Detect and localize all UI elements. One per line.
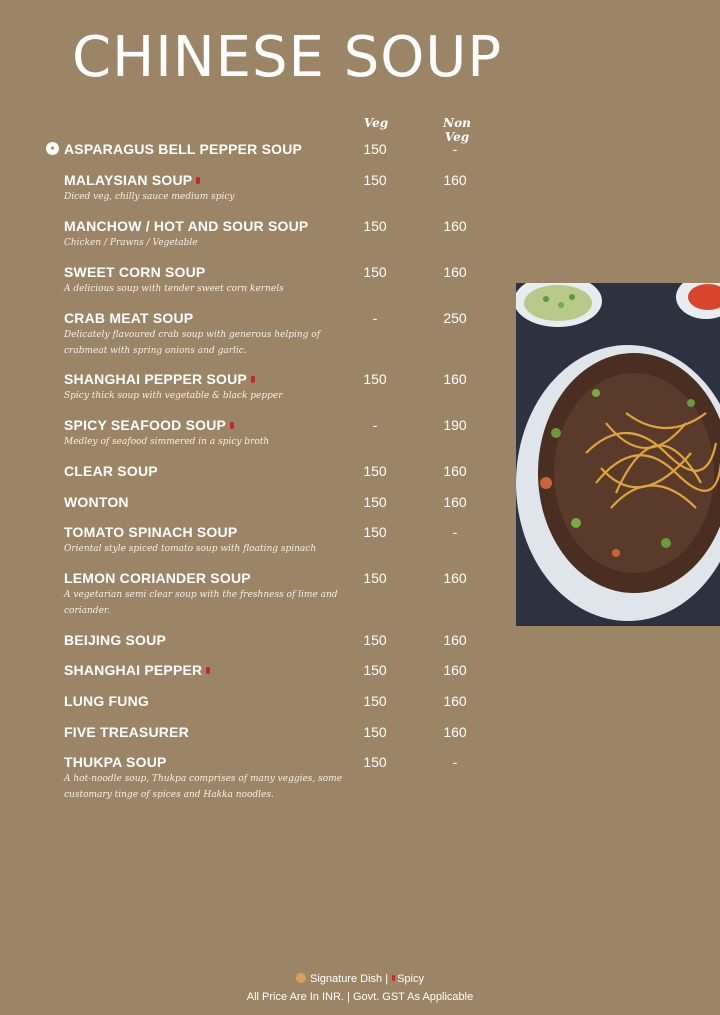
menu-item bbox=[64, 263, 504, 297]
menu-item-description: A delicious soup with tender sweet corn kernels bbox=[64, 284, 284, 294]
menu-item bbox=[64, 309, 504, 359]
signature-dish-icon bbox=[296, 973, 306, 983]
soup-photo bbox=[516, 283, 720, 626]
menu-item-price-non-veg: 160 bbox=[443, 172, 467, 188]
menu-item-name-text: SWEET CORN SOUP bbox=[64, 264, 206, 280]
menu-item-name-text: SHANGHAI PEPPER bbox=[64, 662, 203, 678]
menu-item-price-veg: 150 bbox=[363, 662, 387, 678]
menu-item-name-text: FIVE TREASURER bbox=[64, 724, 189, 740]
menu-item-price-non-veg: 160 bbox=[443, 463, 467, 479]
menu-item-price-non-veg: 160 bbox=[443, 218, 467, 234]
menu-item-name-text: LUNG FUNG bbox=[64, 693, 150, 709]
menu-item-name-text: THUKPA SOUP bbox=[64, 754, 167, 770]
legend-signature-label: Signature Dish bbox=[310, 973, 383, 985]
menu-item-description: Delicately flavoured crab soup with generous helping of crabmeat with spring onions and garlic. bbox=[64, 330, 321, 356]
menu-item-name-text: CLEAR SOUP bbox=[64, 463, 158, 479]
chili-icon bbox=[251, 376, 255, 383]
menu-item-name-text: CRAB MEAT SOUP bbox=[64, 310, 194, 326]
menu-item-price-non-veg: - bbox=[452, 754, 458, 770]
menu-item-price-non-veg: 160 bbox=[443, 264, 467, 280]
menu-item bbox=[64, 171, 504, 205]
menu-item-name-text: MALAYSIAN SOUP bbox=[64, 172, 193, 188]
menu-item bbox=[64, 723, 504, 741]
menu-item-name-text: MANCHOW / HOT AND SOUR SOUP bbox=[64, 218, 309, 234]
legend bbox=[0, 973, 720, 985]
chili-icon bbox=[206, 667, 210, 674]
menu-item-price-veg: 150 bbox=[363, 494, 387, 510]
column-header-non-veg: Non Veg bbox=[443, 116, 471, 144]
menu-item bbox=[64, 370, 504, 404]
menu-item-price-non-veg: 160 bbox=[443, 632, 467, 648]
menu-item-price-veg: 150 bbox=[363, 632, 387, 648]
menu-item bbox=[64, 753, 504, 803]
price-note: All Price Are In INR. | Govt. GST As Applicable bbox=[246, 991, 474, 1003]
menu-item bbox=[64, 523, 504, 557]
menu-item-name-text: SPICY SEAFOOD SOUP bbox=[64, 417, 227, 433]
menu-item-price-veg: 150 bbox=[363, 218, 387, 234]
menu-item-price-non-veg: 160 bbox=[443, 724, 467, 740]
chili-icon bbox=[392, 975, 395, 981]
menu-item-name-text: TOMATO SPINACH SOUP bbox=[64, 524, 238, 540]
legend-spicy-label: Spicy bbox=[397, 973, 424, 985]
signature-dish-icon: ✦ bbox=[46, 142, 59, 155]
menu-item bbox=[64, 631, 504, 649]
menu-item-name-text: BEIJING SOUP bbox=[64, 632, 166, 648]
menu-item-price-veg: 150 bbox=[363, 724, 387, 740]
page-title: CHINESE SOUP bbox=[72, 25, 503, 90]
menu-item-price-veg: 150 bbox=[363, 693, 387, 709]
menu-item-price-non-veg: 250 bbox=[443, 310, 467, 326]
menu-item-price-veg: 150 bbox=[363, 172, 387, 188]
menu-item-price-non-veg: 160 bbox=[443, 662, 467, 678]
menu-item-description: A hot-noodle soup, Thukpa comprises of many veggies, some customary tinge of spices and Hakka noodles. bbox=[64, 774, 343, 800]
menu-item-price-non-veg: 160 bbox=[443, 494, 467, 510]
menu-item-name-text: ASPARAGUS BELL PEPPER SOUP bbox=[64, 141, 303, 157]
menu-item-price-non-veg: 160 bbox=[443, 371, 467, 387]
menu-item-price-veg: 150 bbox=[363, 570, 387, 586]
menu-item bbox=[64, 493, 504, 511]
column-header-veg: Veg bbox=[363, 116, 389, 130]
menu-item bbox=[64, 692, 504, 710]
menu-item bbox=[64, 569, 504, 619]
menu-item-description: Oriental style spiced tomato soup with floating spinach bbox=[64, 544, 317, 554]
menu-item-price-veg: - bbox=[372, 417, 378, 433]
menu-item-price-non-veg: - bbox=[452, 141, 458, 157]
menu-item-name-text: WONTON bbox=[64, 494, 129, 510]
menu-item bbox=[49, 140, 504, 158]
menu-item-price-veg: 150 bbox=[363, 754, 387, 770]
menu-item-price-non-veg: 160 bbox=[443, 570, 467, 586]
menu-item bbox=[64, 217, 504, 251]
menu-item bbox=[64, 661, 504, 679]
chili-icon bbox=[230, 422, 234, 429]
menu-item-description: Spicy thick soup with vegetable & black pepper bbox=[64, 391, 283, 401]
menu-item-price-non-veg: - bbox=[452, 524, 458, 540]
menu-item-name-text: LEMON CORIANDER SOUP bbox=[64, 570, 251, 586]
menu-item bbox=[64, 462, 504, 480]
menu-item-description: Diced veg, chilly sauce medium spicy bbox=[64, 192, 235, 202]
menu-item-description: Chicken / Prawns / Vegetable bbox=[64, 238, 198, 248]
menu-item-price-non-veg: 160 bbox=[443, 693, 467, 709]
menu-item-price-veg: 150 bbox=[363, 463, 387, 479]
menu-item-description: Medley of seafood simmered in a spicy broth bbox=[64, 437, 270, 447]
menu-item-description: A vegetarian semi clear soup with the freshness of lime and coriander. bbox=[64, 590, 338, 616]
menu-item-price-veg: 150 bbox=[363, 141, 387, 157]
menu-item-price-non-veg: 190 bbox=[443, 417, 467, 433]
soup-bowl-image bbox=[516, 283, 720, 626]
legend-separator: | bbox=[385, 973, 389, 985]
menu-item bbox=[64, 416, 504, 450]
menu-item-price-veg: - bbox=[372, 310, 378, 326]
menu-item-price-veg: 150 bbox=[363, 524, 387, 540]
menu-item-price-veg: 150 bbox=[363, 371, 387, 387]
menu-item-price-veg: 150 bbox=[363, 264, 387, 280]
chili-icon bbox=[196, 177, 200, 184]
menu-item-name-text: SHANGHAI PEPPER SOUP bbox=[64, 371, 247, 387]
